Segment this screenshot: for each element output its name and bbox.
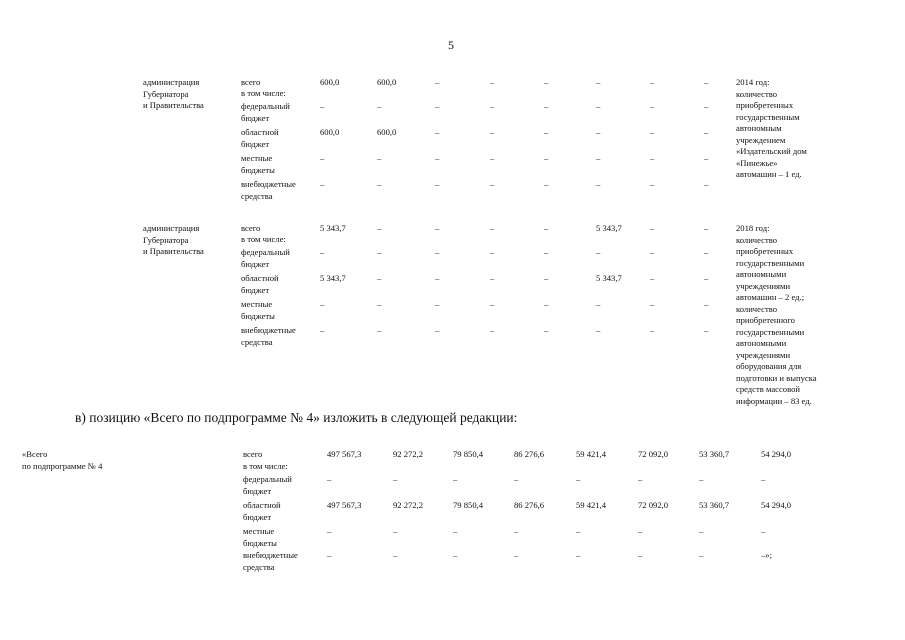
cell-value: – [490, 223, 495, 233]
cell-value: 600,0 [320, 127, 340, 137]
cell-value: – [650, 77, 655, 87]
cell-value: – [704, 325, 709, 335]
cell-value: – [544, 101, 549, 111]
cell-value: – [638, 550, 643, 560]
row-label: всего [241, 77, 261, 87]
cell-value: – [650, 273, 655, 283]
cell-value: – [761, 474, 766, 484]
cell-value: 92 272,2 [393, 500, 424, 510]
cell-value: – [704, 247, 709, 257]
row-label: областной бюджет [241, 273, 279, 295]
cell-value: – [490, 179, 495, 189]
cell-value: – [576, 526, 581, 536]
cell-value: – [704, 223, 709, 233]
cell-value: – [453, 474, 458, 484]
cell-value: – [435, 223, 440, 233]
cell-value: – [596, 77, 601, 87]
cell-value: – [435, 77, 440, 87]
page-number: 5 [448, 38, 454, 52]
cell-value: – [377, 299, 382, 309]
row-label: федеральный бюджет [243, 474, 292, 496]
cell-value: 5 343,7 [596, 273, 622, 283]
cell-value: 600,0 [320, 77, 340, 87]
cell-value: – [320, 247, 325, 257]
cell-value: – [377, 101, 382, 111]
cell-value: – [650, 325, 655, 335]
row-label: федеральный бюджет [241, 101, 290, 123]
cell-value: – [514, 474, 519, 484]
cell-value: – [704, 101, 709, 111]
cell-value: – [320, 299, 325, 309]
cell-value: – [596, 299, 601, 309]
cell-value: – [327, 526, 332, 536]
cell-value: – [320, 325, 325, 335]
cell-value: – [638, 526, 643, 536]
cell-value: – [544, 127, 549, 137]
cell-value: – [453, 550, 458, 560]
cell-value: – [704, 153, 709, 163]
cell-value: 497 567,3 [327, 500, 362, 510]
cell-value: – [453, 526, 458, 536]
cell-value: –»; [761, 550, 772, 560]
cell-value: – [514, 526, 519, 536]
cell-value: – [393, 474, 398, 484]
section-heading: в) позицию «Всего по подпрограмме № 4» изложить в следующей редакции: [75, 410, 518, 425]
cell-value: 5 343,7 [320, 273, 346, 283]
cell-value: – [320, 153, 325, 163]
cell-value: 497 567,3 [327, 449, 362, 459]
cell-value: – [490, 325, 495, 335]
result-text: 2014 год: количество приобретенных государственным автономным учреждением «Издательский дом «Пинежье» автомашин – 1 ед. [736, 77, 807, 179]
cell-value: – [490, 247, 495, 257]
cell-value: – [576, 474, 581, 484]
cell-value: – [490, 77, 495, 87]
cell-value: 5 343,7 [320, 223, 346, 233]
cell-value: – [377, 273, 382, 283]
cell-value: – [704, 179, 709, 189]
cell-value: – [327, 550, 332, 560]
cell-value: – [699, 526, 704, 536]
cell-value: – [490, 299, 495, 309]
cell-value: 600,0 [377, 77, 397, 87]
cell-value: – [544, 77, 549, 87]
cell-value: 79 850,4 [453, 449, 484, 459]
cell-value: – [650, 127, 655, 137]
row-label: внебюджетные средства [241, 179, 296, 201]
cell-value: – [704, 77, 709, 87]
cell-value: – [650, 153, 655, 163]
cell-value: – [650, 299, 655, 309]
cell-value: – [320, 101, 325, 111]
executor-name: администрация Губернатора и Правительства [143, 223, 204, 256]
cell-value: – [490, 153, 495, 163]
cell-value: – [490, 273, 495, 283]
cell-value: – [377, 247, 382, 257]
cell-value: 5 343,7 [596, 223, 622, 233]
cell-value: – [544, 179, 549, 189]
cell-value: – [435, 179, 440, 189]
cell-value: – [377, 325, 382, 335]
row-label: в том числе: [243, 461, 288, 471]
cell-value: – [393, 526, 398, 536]
cell-value: – [490, 101, 495, 111]
cell-value: – [544, 273, 549, 283]
cell-value: – [596, 127, 601, 137]
cell-value: – [435, 153, 440, 163]
cell-value: – [596, 153, 601, 163]
cell-value: – [699, 474, 704, 484]
cell-value: – [377, 153, 382, 163]
cell-value: 59 421,4 [576, 449, 607, 459]
cell-value: – [699, 550, 704, 560]
row-label: федеральный бюджет [241, 247, 290, 269]
cell-value: – [761, 526, 766, 536]
cell-value: 53 360,7 [699, 500, 730, 510]
cell-value: – [514, 550, 519, 560]
cell-value: – [544, 325, 549, 335]
cell-value: 72 092,0 [638, 449, 669, 459]
cell-value: 54 294,0 [761, 449, 792, 459]
cell-value: 59 421,4 [576, 500, 607, 510]
cell-value: – [650, 247, 655, 257]
cell-value: – [544, 223, 549, 233]
cell-value: – [435, 299, 440, 309]
cell-value: 92 272,2 [393, 449, 424, 459]
cell-value: – [638, 474, 643, 484]
cell-value: – [650, 101, 655, 111]
row-label: местные бюджеты [243, 526, 277, 548]
cell-value: – [596, 101, 601, 111]
cell-value: – [704, 299, 709, 309]
row-label: внебюджетные средства [243, 550, 298, 572]
cell-value: – [435, 273, 440, 283]
cell-value: – [650, 223, 655, 233]
cell-value: 72 092,0 [638, 500, 669, 510]
cell-value: 54 294,0 [761, 500, 792, 510]
cell-value: – [704, 273, 709, 283]
cell-value: – [650, 179, 655, 189]
row-label: в том числе: [241, 234, 286, 244]
cell-value: – [544, 247, 549, 257]
cell-value: – [544, 153, 549, 163]
executor-name: администрация Губернатора и Правительства [143, 77, 204, 110]
row-label: местные бюджеты [241, 299, 275, 321]
cell-value: – [435, 127, 440, 137]
cell-value: – [377, 223, 382, 233]
row-label: местные бюджеты [241, 153, 275, 175]
cell-value: – [596, 179, 601, 189]
row-label: всего [243, 449, 263, 459]
row-label: областной бюджет [243, 500, 281, 522]
cell-value: – [320, 179, 325, 189]
cell-value: – [327, 474, 332, 484]
cell-value: 79 850,4 [453, 500, 484, 510]
cell-value: – [596, 325, 601, 335]
cell-value: – [435, 101, 440, 111]
cell-value: 53 360,7 [699, 449, 730, 459]
cell-value: 86 276,6 [514, 449, 545, 459]
row-label: всего [241, 223, 261, 233]
cell-value: – [596, 247, 601, 257]
cell-value: – [435, 247, 440, 257]
row-label: областной бюджет [241, 127, 279, 149]
cell-value: 86 276,6 [514, 500, 545, 510]
total-title: «Всего по подпрограмме № 4 [22, 449, 103, 471]
cell-value: – [704, 127, 709, 137]
cell-value: – [544, 299, 549, 309]
cell-value: – [576, 550, 581, 560]
cell-value: – [435, 325, 440, 335]
result-text: 2018 год: количество приобретенных государственными автономными учреждениями автомашин – 2 ед.; количество приобретенного государственными автономными учреждениями оборудования для подготовки и выпуска средств массовой информации – 83 ед. [736, 223, 817, 406]
row-label: внебюджетные средства [241, 325, 296, 347]
cell-value: – [377, 179, 382, 189]
cell-value: 600,0 [377, 127, 397, 137]
cell-value: – [393, 550, 398, 560]
row-label: в том числе: [241, 88, 286, 98]
cell-value: – [490, 127, 495, 137]
